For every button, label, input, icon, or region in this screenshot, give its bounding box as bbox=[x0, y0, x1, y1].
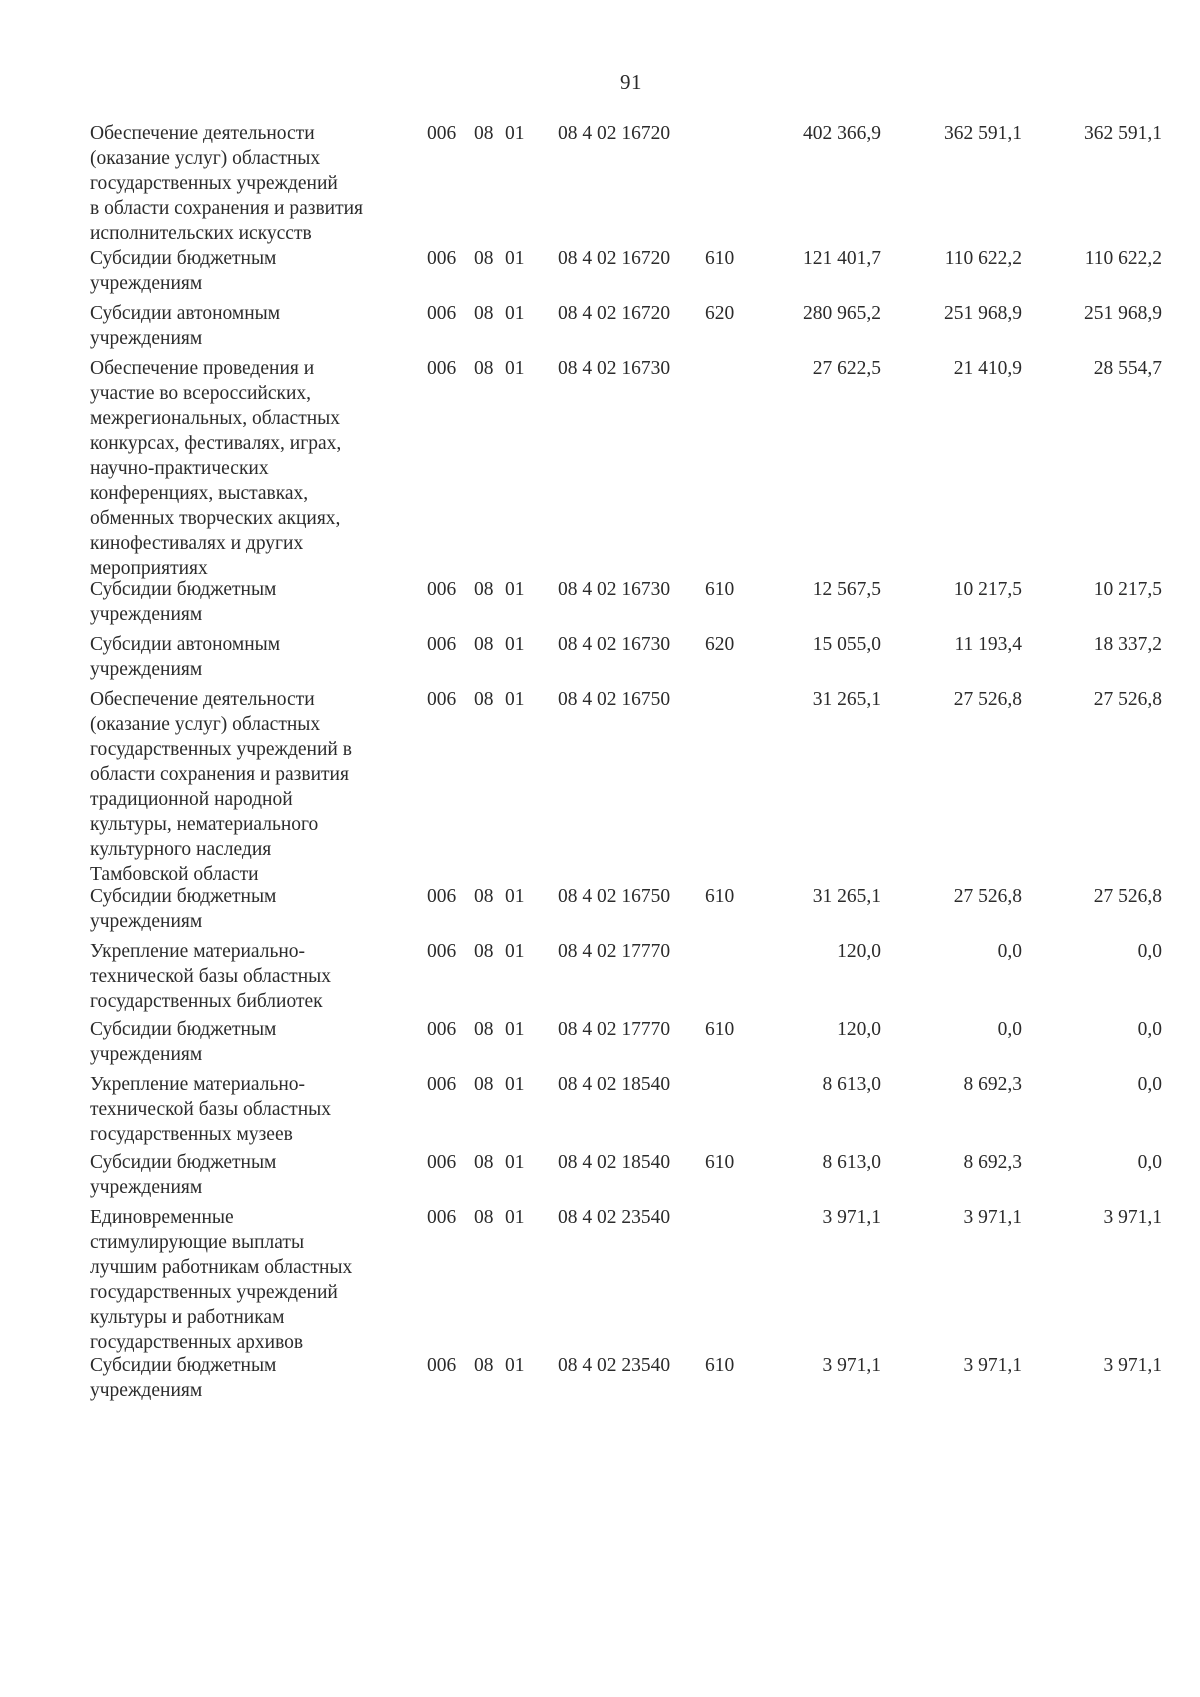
row-name-line: технической базы областных bbox=[90, 966, 331, 987]
subsection-code: 01 bbox=[505, 886, 525, 907]
row-name-line: учреждениям bbox=[90, 1177, 203, 1198]
row-name bbox=[90, 939, 390, 1014]
amount-year-2: 8 692,3 bbox=[963, 1074, 1022, 1095]
row-name-line: Субсидии бюджетным bbox=[90, 579, 277, 600]
amount-year-1: 31 265,1 bbox=[812, 689, 881, 710]
row-name-line: учреждениям bbox=[90, 1380, 203, 1401]
row-name bbox=[90, 301, 390, 351]
amount-year-1: 121 401,7 bbox=[803, 248, 881, 269]
amount-year-3: 0,0 bbox=[1137, 941, 1162, 962]
target-article-code: 08 4 02 17770 bbox=[558, 1019, 671, 1040]
amount-year-2: 110 622,2 bbox=[944, 248, 1022, 269]
ministry-code: 006 bbox=[427, 1152, 457, 1173]
amount-year-2: 27 526,8 bbox=[953, 689, 1022, 710]
target-article-code: 08 4 02 18540 bbox=[558, 1152, 671, 1173]
amount-year-2: 27 526,8 bbox=[953, 886, 1022, 907]
target-article-code: 08 4 02 16750 bbox=[558, 886, 671, 907]
target-article-code: 08 4 02 16720 bbox=[558, 303, 671, 324]
row-name-line: учреждениям bbox=[90, 273, 203, 294]
amount-year-3: 110 622,2 bbox=[1084, 248, 1162, 269]
ministry-code: 006 bbox=[427, 1207, 457, 1228]
ministry-code: 006 bbox=[427, 303, 457, 324]
row-name-line: Субсидии бюджетным bbox=[90, 1355, 277, 1376]
amount-year-1: 12 567,5 bbox=[812, 579, 881, 600]
row-name bbox=[90, 356, 390, 581]
row-name bbox=[90, 884, 390, 934]
subsection-code: 01 bbox=[505, 1074, 525, 1095]
section-code: 08 bbox=[474, 1152, 494, 1173]
ministry-code: 006 bbox=[427, 886, 457, 907]
target-article-code: 08 4 02 16720 bbox=[558, 123, 671, 144]
section-code: 08 bbox=[474, 579, 494, 600]
row-name-line: государственных учреждений bbox=[90, 1282, 338, 1303]
amount-year-1: 280 965,2 bbox=[803, 303, 881, 324]
section-code: 08 bbox=[474, 941, 494, 962]
target-article-code: 08 4 02 16730 bbox=[558, 358, 671, 379]
section-code: 08 bbox=[474, 689, 494, 710]
row-name-line: участие во всероссийских, bbox=[90, 383, 312, 404]
amount-year-1: 402 366,9 bbox=[803, 123, 881, 144]
amount-year-3: 10 217,5 bbox=[1093, 579, 1162, 600]
amount-year-1: 8 613,0 bbox=[822, 1152, 881, 1173]
row-name-line: межрегиональных, областных bbox=[90, 408, 341, 429]
expense-type-code: 610 bbox=[705, 1019, 735, 1040]
row-name-line: лучшим работникам областных bbox=[90, 1257, 353, 1278]
row-name-line: конференциях, выставках, bbox=[90, 483, 309, 504]
row-name-line: области сохранения и развития bbox=[90, 764, 349, 785]
amount-year-3: 3 971,1 bbox=[1103, 1207, 1162, 1228]
amount-year-3: 251 968,9 bbox=[1084, 303, 1162, 324]
row-name-line: Обеспечение проведения и bbox=[90, 358, 315, 379]
section-code: 08 bbox=[474, 634, 494, 655]
section-code: 08 bbox=[474, 248, 494, 269]
row-name-line: учреждениям bbox=[90, 604, 203, 625]
section-code: 08 bbox=[474, 358, 494, 379]
amount-year-1: 15 055,0 bbox=[812, 634, 881, 655]
row-name-line: культуры, нематериального bbox=[90, 814, 319, 835]
row-name bbox=[90, 632, 390, 682]
subsection-code: 01 bbox=[505, 579, 525, 600]
amount-year-2: 0,0 bbox=[997, 1019, 1022, 1040]
row-name-line: в области сохранения и развития bbox=[90, 198, 364, 219]
expense-type-code: 610 bbox=[705, 886, 735, 907]
amount-year-3: 0,0 bbox=[1137, 1019, 1162, 1040]
amount-year-3: 3 971,1 bbox=[1103, 1355, 1162, 1376]
row-name-line: стимулирующие выплаты bbox=[90, 1232, 305, 1253]
section-code: 08 bbox=[474, 1019, 494, 1040]
target-article-code: 08 4 02 23540 bbox=[558, 1207, 671, 1228]
amount-year-3: 0,0 bbox=[1137, 1074, 1162, 1095]
row-name-line: учреждениям bbox=[90, 1044, 203, 1065]
target-article-code: 08 4 02 18540 bbox=[558, 1074, 671, 1095]
amount-year-1: 3 971,1 bbox=[822, 1207, 881, 1228]
row-name-line: исполнительских искусств bbox=[90, 223, 312, 244]
section-code: 08 bbox=[474, 886, 494, 907]
row-name-line: учреждениям bbox=[90, 911, 203, 932]
row-name-line: научно-практических bbox=[90, 458, 269, 479]
ministry-code: 006 bbox=[427, 941, 457, 962]
subsection-code: 01 bbox=[505, 303, 525, 324]
row-name-line: (оказание услуг) областных bbox=[90, 148, 321, 169]
row-name-line: (оказание услуг) областных bbox=[90, 714, 321, 735]
target-article-code: 08 4 02 16750 bbox=[558, 689, 671, 710]
subsection-code: 01 bbox=[505, 634, 525, 655]
row-name-line: государственных библиотек bbox=[90, 991, 323, 1012]
row-name bbox=[90, 687, 390, 887]
row-name-line: Укрепление материально- bbox=[90, 1074, 306, 1095]
section-code: 08 bbox=[474, 123, 494, 144]
expense-type-code: 620 bbox=[705, 634, 735, 655]
expense-type-code: 610 bbox=[705, 579, 735, 600]
ministry-code: 006 bbox=[427, 689, 457, 710]
amount-year-3: 362 591,1 bbox=[1084, 123, 1162, 144]
row-name-line: традиционной народной bbox=[90, 789, 293, 810]
ministry-code: 006 bbox=[427, 123, 457, 144]
subsection-code: 01 bbox=[505, 941, 525, 962]
subsection-code: 01 bbox=[505, 1207, 525, 1228]
row-name-line: государственных музеев bbox=[90, 1124, 293, 1145]
row-name-line: Единовременные bbox=[90, 1207, 234, 1228]
target-article-code: 08 4 02 16720 bbox=[558, 248, 671, 269]
ministry-code: 006 bbox=[427, 1074, 457, 1095]
amount-year-2: 8 692,3 bbox=[963, 1152, 1022, 1173]
row-name-line: технической базы областных bbox=[90, 1099, 331, 1120]
amount-year-2: 21 410,9 bbox=[953, 358, 1022, 379]
row-name-line: государственных архивов bbox=[90, 1332, 304, 1353]
row-name bbox=[90, 1072, 390, 1147]
amount-year-2: 10 217,5 bbox=[953, 579, 1022, 600]
amount-year-2: 3 971,1 bbox=[963, 1355, 1022, 1376]
expense-type-code: 610 bbox=[705, 1152, 735, 1173]
row-name bbox=[90, 577, 390, 627]
expense-type-code: 620 bbox=[705, 303, 735, 324]
subsection-code: 01 bbox=[505, 358, 525, 379]
ministry-code: 006 bbox=[427, 248, 457, 269]
section-code: 08 bbox=[474, 1355, 494, 1376]
amount-year-3: 27 526,8 bbox=[1093, 689, 1162, 710]
row-name-line: учреждениям bbox=[90, 659, 203, 680]
row-name bbox=[90, 1017, 390, 1067]
row-name bbox=[90, 121, 390, 246]
row-name-line: Субсидии бюджетным bbox=[90, 1019, 277, 1040]
ministry-code: 006 bbox=[427, 1355, 457, 1376]
row-name bbox=[90, 1353, 390, 1403]
ministry-code: 006 bbox=[427, 634, 457, 655]
row-name-line: Субсидии автономным bbox=[90, 634, 281, 655]
row-name-line: культурного наследия bbox=[90, 839, 272, 860]
amount-year-1: 8 613,0 bbox=[822, 1074, 881, 1095]
amount-year-1: 27 622,5 bbox=[812, 358, 881, 379]
amount-year-1: 120,0 bbox=[837, 941, 881, 962]
amount-year-1: 31 265,1 bbox=[812, 886, 881, 907]
row-name-line: государственных учреждений в bbox=[90, 739, 352, 760]
row-name-line: Обеспечение деятельности bbox=[90, 689, 315, 710]
row-name-line: Субсидии бюджетным bbox=[90, 1152, 277, 1173]
section-code: 08 bbox=[474, 303, 494, 324]
subsection-code: 01 bbox=[505, 1152, 525, 1173]
ministry-code: 006 bbox=[427, 1019, 457, 1040]
target-article-code: 08 4 02 16730 bbox=[558, 634, 671, 655]
amount-year-2: 3 971,1 bbox=[963, 1207, 1022, 1228]
row-name-line: учреждениям bbox=[90, 328, 203, 349]
row-name-line: кинофестивалях и других bbox=[90, 533, 304, 554]
subsection-code: 01 bbox=[505, 689, 525, 710]
subsection-code: 01 bbox=[505, 1355, 525, 1376]
row-name-line: Субсидии бюджетным bbox=[90, 886, 277, 907]
amount-year-2: 0,0 bbox=[997, 941, 1022, 962]
amount-year-3: 0,0 bbox=[1137, 1152, 1162, 1173]
amount-year-1: 120,0 bbox=[837, 1019, 881, 1040]
target-article-code: 08 4 02 17770 bbox=[558, 941, 671, 962]
expense-type-code: 610 bbox=[705, 1355, 735, 1376]
section-code: 08 bbox=[474, 1074, 494, 1095]
amount-year-2: 11 193,4 bbox=[954, 634, 1022, 655]
row-name-line: культуры и работникам bbox=[90, 1307, 285, 1328]
row-name-line: Субсидии автономным bbox=[90, 303, 281, 324]
amount-year-2: 251 968,9 bbox=[944, 303, 1022, 324]
subsection-code: 01 bbox=[505, 123, 525, 144]
row-name-line: Укрепление материально- bbox=[90, 941, 306, 962]
row-name-line: Обеспечение деятельности bbox=[90, 123, 315, 144]
amount-year-3: 27 526,8 bbox=[1093, 886, 1162, 907]
row-name-line: конкурсах, фестивалях, играх, bbox=[90, 433, 342, 454]
section-code: 08 bbox=[474, 1207, 494, 1228]
row-name-line: мероприятиях bbox=[90, 558, 208, 579]
row-name-line: Субсидии бюджетным bbox=[90, 248, 277, 269]
expense-type-code: 610 bbox=[705, 248, 735, 269]
row-name-line: обменных творческих акциях, bbox=[90, 508, 341, 529]
subsection-code: 01 bbox=[505, 248, 525, 269]
page-number: 91 bbox=[620, 70, 642, 94]
target-article-code: 08 4 02 16730 bbox=[558, 579, 671, 600]
row-name-line: Тамбовской области bbox=[90, 864, 259, 885]
row-name-line: государственных учреждений bbox=[90, 173, 338, 194]
ministry-code: 006 bbox=[427, 358, 457, 379]
amount-year-3: 18 337,2 bbox=[1093, 634, 1162, 655]
amount-year-3: 28 554,7 bbox=[1093, 358, 1162, 379]
amount-year-1: 3 971,1 bbox=[822, 1355, 881, 1376]
row-name bbox=[90, 1205, 390, 1355]
amount-year-2: 362 591,1 bbox=[944, 123, 1022, 144]
ministry-code: 006 bbox=[427, 579, 457, 600]
target-article-code: 08 4 02 23540 bbox=[558, 1355, 671, 1376]
row-name bbox=[90, 1150, 390, 1200]
row-name bbox=[90, 246, 390, 296]
subsection-code: 01 bbox=[505, 1019, 525, 1040]
